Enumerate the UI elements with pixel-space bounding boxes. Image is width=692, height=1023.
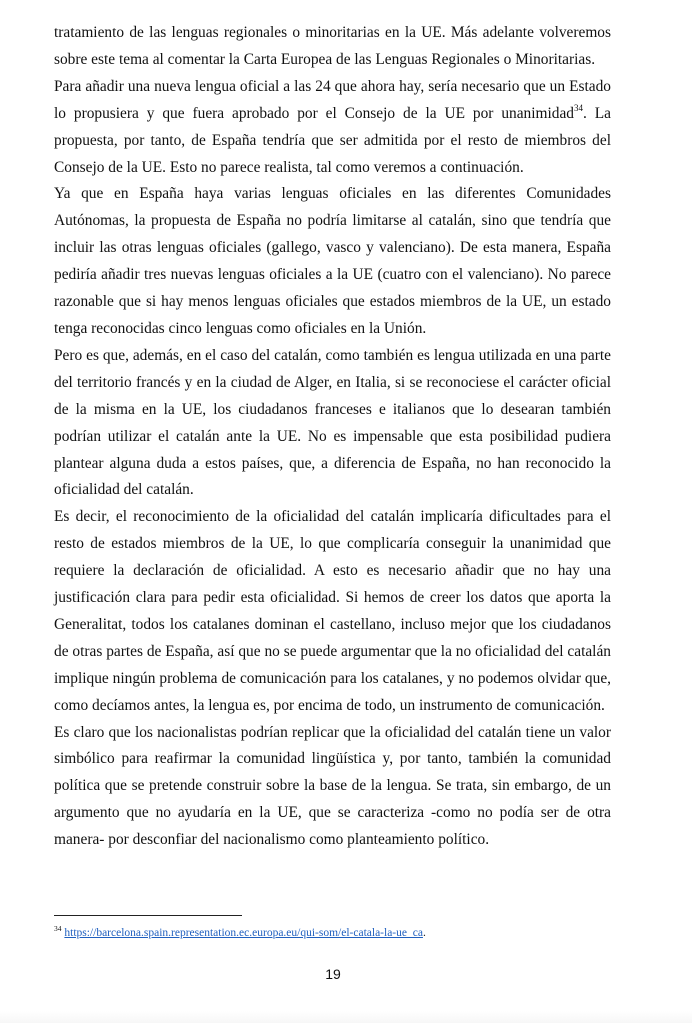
footnote-number: 34 xyxy=(54,924,62,934)
paragraph-text: Para añadir una nueva lengua oficial a las 24 que ahora hay, sería necesario que un Estado lo propusiera y que fuera aprobado por el Consejo de la UE por unanimidad xyxy=(54,77,611,122)
page-bottom-edge xyxy=(0,1011,692,1023)
paragraph-text: . La propuesta, por tanto, de España tendría que ser admitida por el resto de miembros del Consejo de la UE. Esto no parece realista, tal como veremos a continuación. xyxy=(54,104,611,176)
body-text xyxy=(54,20,611,854)
paragraph: Es claro que los nacionalistas podrían replicar que la oficialidad del catalán tiene un valor simbólico para reafirmar la comunidad lingüística y, por tanto, también la comunidad política que se pretende construir sobre la base de la lengua. Se trata, sin embargo, de un argumento que no ayudaría en la UE, que se caracteriza -como no podía ser de otra manera- por desconfiar del nacionalismo como planteamiento político. xyxy=(54,723,611,849)
paragraph xyxy=(54,74,611,182)
footnote-trailing-punctuation: . xyxy=(422,927,426,939)
footnote xyxy=(54,926,426,940)
footnote-link[interactable]: https://barcelona.spain.representation.ec.europa.eu/qui-som/el-catala-la-ue_ca xyxy=(64,927,423,939)
paragraph: Ya que en España haya varias lenguas oficiales en las diferentes Comunidades Autónomas, la propuesta de España no podría limitarse al catalán, sino que tendría que incluir las otras lenguas oficiales (gallego, vasco y valenciano). De esta manera, España pediría añadir tres nuevas lenguas oficiales a la UE (cuatro con el valenciano). No parece razonable que si hay menos lenguas oficiales que estados miembros de la UE, un estado tenga reconocidas cinco lenguas como oficiales en la Unión. xyxy=(54,185,611,337)
paragraph: Pero es que, además, en el caso del catalán, como también es lengua utilizada en una parte del territorio francés y en la ciudad de Alger, en Italia, si se reconociese el carácter oficial de la misma en la UE, los ciudadanos franceses e italianos que lo desearan también podrían utilizar el catalán ante la UE. No es impensable que esta posibilidad pudiera plantear alguna duda a estos países, que, a diferencia de España, no han reconocido la oficialidad del catalán. xyxy=(54,346,611,499)
footnote-reference[interactable]: 34 xyxy=(574,102,583,113)
paragraph: Es decir, el reconocimiento de la oficialidad del catalán implicaría dificultades para el resto de estados miembros de la UE, lo que complicaría conseguir la unanimidad que requiere la declaración de oficialidad. A esto es necesario añadir que no hay una justificación clara para pedir esta oficialidad. Si hemos de creer los datos que aporta la Generalitat, todos los catalanes dominan el castellano, incluso mejor que los ciudadanos de otras partes de España, así que no se puede argumentar que la no oficialidad del catalán implique ningún problema de comunicación para los catalanes, y no podemos olvidar que, como decíamos antes, la lengua es, por encima de todo, un instrumento de comunicación. xyxy=(54,508,611,714)
paragraph: tratamiento de las lenguas regionales o minoritarias en la UE. Más adelante volveremos sobre este tema al comentar la Carta Europea de las Lenguas Regionales o Minoritarias. xyxy=(54,24,611,68)
footnote-separator xyxy=(54,915,242,916)
page-number: 19 xyxy=(325,966,341,982)
